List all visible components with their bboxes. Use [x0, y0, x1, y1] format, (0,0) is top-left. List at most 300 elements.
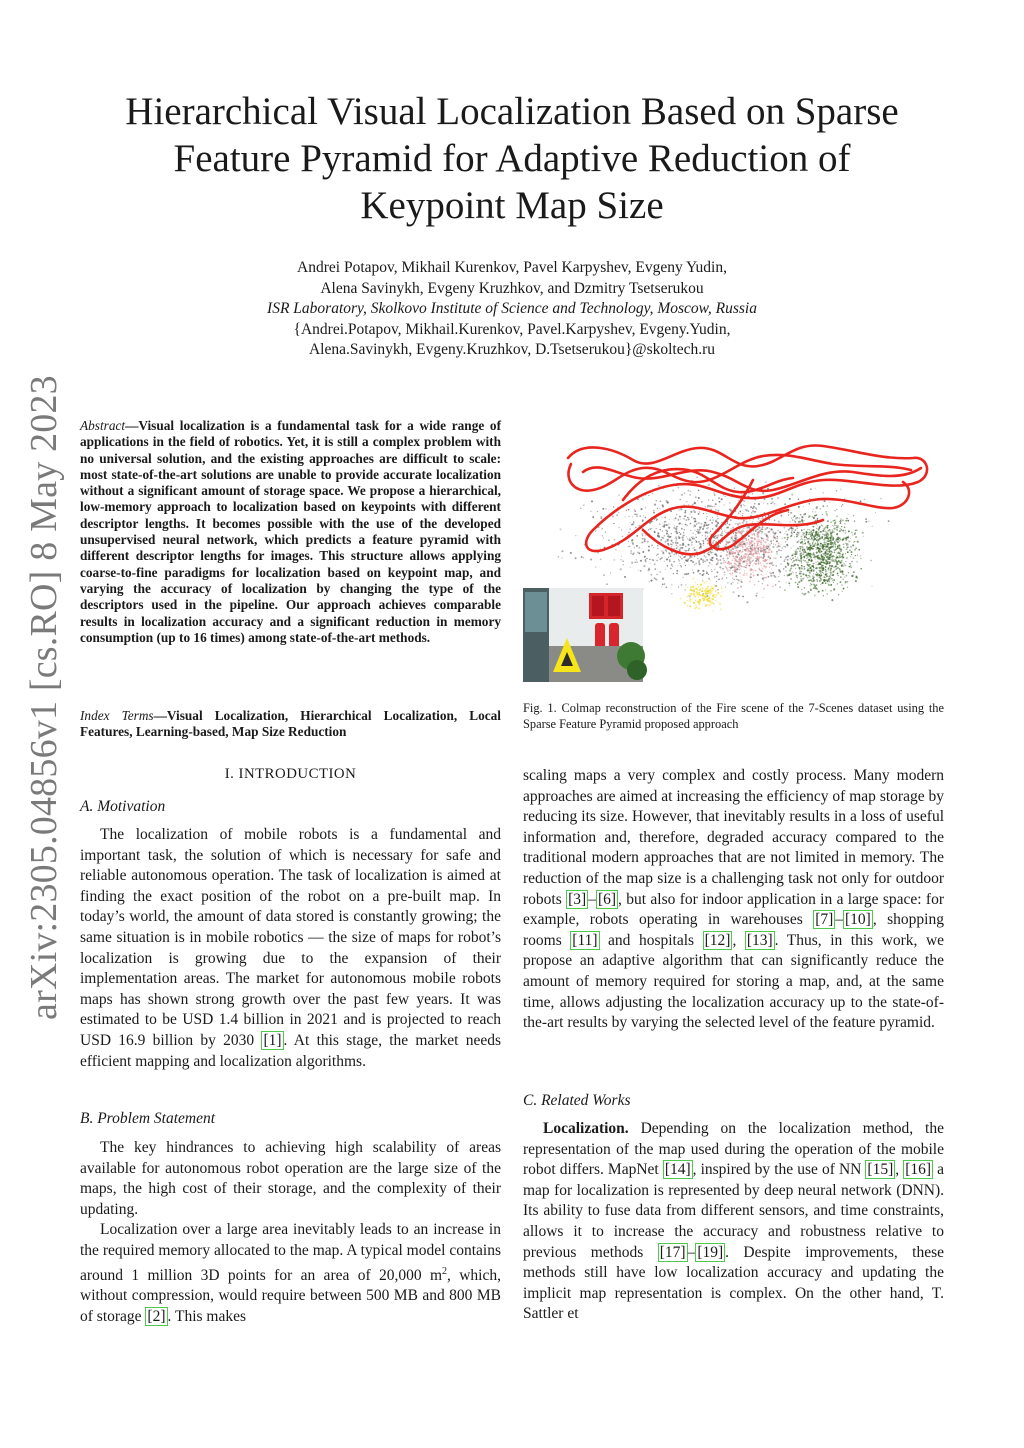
figure-caption: Fig. 1. Colmap reconstruction of the Fire scene of the 7-Scenes dataset using the Sparse Feature Pyramid proposed approach: [523, 701, 944, 731]
cloud-point: [696, 531, 697, 532]
cloud-point: [813, 544, 814, 545]
cloud-point: [795, 582, 797, 584]
emails-line-1: {Andrei.Potapov, Mikhail.Kurenkov, Pavel.Karpyshev, Evgeny.Yudin,: [293, 320, 731, 338]
cloud-point: [744, 558, 745, 559]
cloud-point: [839, 553, 841, 555]
cloud-point: [804, 560, 805, 561]
cloud-point: [704, 561, 705, 562]
cloud-point: [721, 578, 723, 580]
cloud-point: [648, 549, 650, 551]
cloud-point: [776, 551, 778, 553]
problem-paragraph-1: The key hindrances to achieving high scalability of areas available for autonomous robot operation are the large size of the maps, the high cost of their storage, and the complexity of their updating.: [80, 1139, 501, 1218]
cloud-point: [788, 582, 790, 584]
cloud-point: [801, 529, 802, 530]
cloud-point: [688, 548, 690, 550]
cloud-point: [816, 549, 817, 550]
cloud-point: [813, 554, 815, 556]
cloud-point: [831, 566, 833, 568]
cloud-point: [785, 556, 787, 558]
citation-link[interactable]: [19]: [697, 1243, 724, 1261]
cloud-point: [730, 583, 732, 585]
subsection-title-motivation: A. Motivation: [80, 798, 166, 815]
cloud-point: [710, 600, 711, 601]
cloud-point: [686, 536, 687, 537]
cloud-point: [868, 521, 869, 522]
cloud-point: [787, 564, 789, 566]
cloud-point: [695, 582, 696, 583]
cloud-point: [680, 533, 682, 535]
cloud-point: [780, 556, 782, 558]
cloud-point: [719, 566, 721, 568]
cloud-point: [727, 523, 728, 524]
cloud-point: [842, 519, 844, 521]
cloud-point: [710, 580, 711, 581]
cloud-point: [696, 476, 698, 478]
cloud-point: [833, 526, 834, 527]
cloud-point: [600, 548, 601, 549]
cloud-point: [640, 508, 642, 510]
cloud-point: [769, 560, 770, 561]
cloud-point: [819, 541, 820, 542]
cloud-point: [602, 508, 604, 510]
cloud-point: [636, 514, 637, 515]
cloud-point: [667, 502, 669, 504]
cloud-point: [726, 527, 727, 528]
cloud-point: [831, 599, 833, 601]
citation-link[interactable]: [7]: [815, 911, 834, 929]
cloud-point: [738, 579, 740, 581]
cloud-point: [739, 573, 740, 574]
cloud-point: [765, 541, 767, 543]
cloud-point: [770, 575, 772, 577]
cloud-point: [794, 515, 796, 517]
cloud-point: [659, 524, 660, 525]
cloud-point: [791, 530, 793, 532]
cloud-point: [797, 586, 799, 588]
cloud-point: [765, 516, 766, 517]
cloud-point: [645, 561, 646, 562]
cloud-point: [710, 520, 711, 521]
cloud-point: [776, 553, 777, 554]
intro-text: , but also for indoor application in a large space: for example, robots operating in warehouses: [523, 890, 944, 929]
abstract-lead: Abstract: [80, 418, 126, 433]
cloud-point: [813, 548, 814, 549]
cloud-point: [810, 553, 811, 554]
cloud-point: [836, 529, 838, 531]
cloud-point: [832, 580, 834, 582]
subsection-title-related-works: C. Related Works: [523, 1092, 631, 1109]
cloud-point: [759, 546, 761, 548]
cloud-point: [782, 547, 784, 549]
cloud-point: [795, 554, 796, 555]
cloud-point: [762, 575, 763, 576]
cloud-point: [689, 538, 690, 539]
intro-text: . Thus, in this work, we propose an adaptive algorithm that can significantly reduce the amount of memory required for storing a map, and, at the same time, allows adjusting the localization accuracy up to the state-of-the-art results by varying the selected level of the feature pyramid.: [523, 931, 945, 1032]
cloud-point: [841, 560, 842, 561]
cloud-point: [656, 555, 657, 556]
cloud-point: [822, 570, 823, 571]
cloud-point: [739, 511, 741, 513]
cloud-point: [583, 557, 584, 558]
cloud-point: [676, 547, 678, 549]
cloud-point: [656, 520, 657, 521]
cloud-point: [816, 572, 817, 573]
cloud-point: [857, 555, 858, 556]
cloud-point: [742, 545, 744, 547]
cloud-point: [841, 506, 842, 507]
cloud-point: [645, 534, 646, 535]
cloud-point: [700, 588, 701, 589]
cloud-point: [739, 543, 740, 544]
cloud-point: [768, 576, 770, 578]
citation-link[interactable]: [15]: [867, 1161, 894, 1179]
cloud-point: [816, 531, 817, 532]
cloud-point: [615, 549, 617, 551]
cloud-point: [795, 550, 797, 552]
cloud-point: [817, 558, 819, 560]
cloud-point: [654, 577, 656, 579]
cloud-point: [656, 500, 657, 501]
abstract-body: —Visual localization is a fundamental task for a wide range of applications in the field of robotics. Yet, it is still a complex problem with no universal solution, and the existing approaches are difficult to scale: most state-of-the-art solutions are unable to provide accurate localization without a significant amount of storage space. We propose a hierarchical, low-memory approach to localization based on keypoints with different descriptor lengths. It becomes possible with the use of the developed unsupervised neural network, which predicts a feature pyramid with different descriptor lengths for images. This structure allows applying coarse-to-fine paradigms for localization based on keypoint map, and varying the accuracy of localization by changing the type of the descriptors used in the pipeline. Our approach achieves comparable results in localization accuracy and a significant reduction in memory consumption (up to 16 times) among state-of-the-art methods.: [80, 418, 501, 645]
cloud-point: [712, 517, 713, 518]
cloud-point: [737, 544, 739, 546]
cloud-point: [668, 552, 670, 554]
index-terms: [80, 708, 501, 741]
cloud-point: [792, 557, 794, 559]
cloud-point: [786, 534, 788, 536]
cloud-point: [751, 554, 752, 555]
cloud-point: [825, 573, 827, 575]
cloud-point: [795, 564, 796, 565]
cloud-point: [768, 547, 769, 548]
cloud-point: [718, 497, 720, 499]
cloud-point: [816, 556, 818, 558]
cloud-point: [846, 518, 848, 520]
emails-line-2: Alena.Savinykh, Evgeny.Kruzhkov, D.Tsetserukou}@skoltech.ru: [308, 341, 716, 358]
citation-link[interactable]: [16]: [905, 1161, 932, 1179]
cloud-point: [812, 511, 814, 513]
cloud-point: [760, 574, 762, 576]
cloud-point: [763, 565, 765, 567]
citation-link[interactable]: [12]: [704, 931, 731, 949]
cloud-point: [713, 588, 715, 590]
cloud-point: [651, 528, 653, 530]
cloud-point: [697, 529, 698, 530]
cloud-point: [731, 552, 732, 553]
cloud-point: [795, 572, 796, 573]
cloud-point: [752, 510, 754, 512]
cloud-point: [603, 574, 605, 576]
cloud-point: [650, 580, 652, 582]
cloud-point: [685, 524, 687, 526]
cloud-point: [773, 544, 774, 545]
cloud-point: [676, 570, 678, 572]
cloud-point: [629, 545, 631, 547]
cloud-point: [750, 546, 752, 548]
citation-link[interactable]: [2]: [147, 1307, 166, 1325]
cloud-point: [709, 562, 711, 564]
cloud-point: [832, 525, 833, 526]
cloud-point: [853, 557, 855, 559]
cloud-point: [800, 542, 802, 544]
title-line-2: Feature Pyramid for Adaptive Reduction of: [173, 137, 851, 180]
cloud-point: [761, 531, 763, 533]
cloud-point: [742, 549, 744, 551]
cloud-point: [716, 558, 718, 560]
cloud-point: [667, 565, 669, 567]
cloud-point: [740, 555, 742, 557]
citation-link[interactable]: [3]: [568, 890, 587, 908]
cloud-point: [690, 556, 691, 557]
cloud-point: [813, 570, 815, 572]
cloud-point: [820, 573, 822, 575]
cloud-point: [845, 530, 846, 531]
cloud-point: [830, 535, 832, 537]
cloud-point: [753, 543, 754, 544]
cloud-point: [636, 535, 638, 537]
cloud-point: [675, 542, 677, 544]
cloud-point: [700, 523, 702, 525]
cloud-point: [706, 524, 708, 526]
cloud-point: [694, 503, 696, 505]
cloud-point: [634, 561, 636, 563]
cloud-point: [801, 516, 803, 518]
cloud-point: [679, 556, 681, 558]
cloud-point: [684, 529, 685, 530]
cloud-point: [715, 520, 717, 522]
cloud-point: [770, 562, 772, 564]
cloud-point: [757, 574, 759, 576]
citation-link[interactable]: [13]: [746, 931, 773, 949]
cloud-point: [742, 528, 743, 529]
cloud-point: [834, 570, 836, 572]
cloud-point: [834, 510, 835, 511]
cloud-point: [758, 518, 760, 520]
cloud-point: [703, 513, 704, 514]
citation-link[interactable]: [6]: [597, 890, 617, 908]
dash: –: [835, 911, 844, 929]
cloud-point: [706, 516, 707, 517]
cloud-point: [691, 593, 693, 595]
citation-link[interactable]: [10]: [845, 911, 871, 929]
cloud-point: [666, 558, 668, 560]
cloud-point: [827, 562, 828, 563]
cloud-point: [826, 576, 828, 578]
citation-link[interactable]: [14]: [664, 1161, 691, 1179]
cloud-point: [694, 607, 696, 609]
cloud-point: [870, 560, 871, 561]
cloud-point: [842, 591, 843, 592]
cloud-point: [772, 546, 774, 548]
cloud-point: [769, 566, 770, 567]
cloud-point: [715, 590, 717, 592]
cloud-point: [713, 492, 715, 494]
cloud-point: [753, 574, 755, 576]
cloud-point: [798, 521, 800, 523]
cloud-point: [795, 529, 797, 531]
cloud-point: [638, 547, 640, 549]
cloud-point: [837, 552, 839, 554]
cloud-point: [837, 567, 838, 568]
cloud-point: [706, 518, 707, 519]
cloud-point: [855, 580, 857, 582]
cloud-point: [824, 500, 826, 502]
cloud-point: [606, 583, 608, 585]
cloud-point: [650, 563, 651, 564]
cloud-point: [661, 557, 663, 559]
cloud-point: [715, 594, 717, 596]
cloud-point: [671, 584, 672, 585]
cloud-point: [822, 582, 824, 584]
cloud-point: [791, 532, 792, 533]
cloud-point: [737, 532, 739, 534]
cloud-point: [725, 532, 727, 534]
cloud-point: [685, 565, 686, 566]
cloud-point: [706, 572, 708, 574]
cloud-point: [726, 577, 727, 578]
cloud-point: [844, 577, 845, 578]
cloud-point: [699, 586, 700, 587]
cloud-point: [711, 506, 712, 507]
cloud-point: [644, 538, 646, 540]
cloud-point: [820, 531, 822, 533]
cloud-point: [693, 586, 694, 587]
cloud-point: [678, 520, 680, 522]
cloud-point: [720, 568, 721, 569]
cloud-point: [749, 542, 751, 544]
cloud-point: [745, 567, 747, 569]
cloud-point: [843, 544, 844, 545]
cloud-point: [682, 536, 684, 538]
cloud-point: [800, 578, 802, 580]
cloud-point: [700, 532, 701, 533]
cloud-point: [666, 551, 667, 552]
cloud-point: [720, 555, 722, 557]
cloud-point: [822, 590, 824, 592]
cloud-point: [729, 524, 731, 526]
cloud-point: [694, 549, 696, 551]
cloud-point: [825, 579, 826, 580]
cloud-point: [628, 541, 629, 542]
cloud-point: [829, 569, 831, 571]
cloud-point: [807, 577, 809, 579]
cloud-point: [716, 537, 718, 539]
cloud-point: [785, 531, 786, 532]
cloud-point: [767, 552, 769, 554]
cloud-point: [741, 550, 742, 551]
cloud-point: [710, 552, 712, 554]
cloud-point: [694, 598, 695, 599]
cloud-point: [693, 590, 695, 592]
citation-link[interactable]: [11]: [572, 931, 598, 949]
cloud-point: [695, 600, 696, 601]
cloud-point: [779, 531, 781, 533]
cloud-point: [837, 547, 839, 549]
cloud-point: [817, 576, 818, 577]
cloud-point: [838, 575, 839, 576]
cloud-point: [753, 563, 754, 564]
intro-continued-paragraph: [523, 766, 944, 1034]
cloud-point: [880, 498, 882, 500]
cloud-point: [687, 573, 689, 575]
cloud-point: [754, 503, 755, 504]
cloud-point: [712, 598, 714, 600]
cloud-point: [729, 502, 730, 503]
cloud-point: [736, 550, 737, 551]
cloud-point: [855, 576, 857, 578]
cloud-point: [834, 556, 835, 557]
cloud-point: [699, 529, 701, 531]
cloud-point: [710, 588, 712, 590]
cloud-point: [662, 531, 663, 532]
cloud-point: [691, 589, 693, 591]
motivation-text: The localization of mobile robots is a fundamental and important task, the solution of which is necessary for safe and reliable autonomous operation. The task of localization is aimed at finding the exact position of the robot on a pre-built map. In today’s world, the amount of data stored is constantly growing; the same situation is in mobile robotics — the size of maps for robot’s localization is growing due to the expansion of their implementation areas. The market for autonomous mobile robots maps has shown strong growth over the past few years. It was estimated to be USD 1.4 billion in 2021 and is projected to reach USD 16.9 billion by 2030: [80, 826, 501, 1049]
cloud-point: [828, 576, 829, 577]
cloud-point: [708, 578, 709, 579]
cloud-point: [766, 566, 767, 567]
cloud-point: [810, 564, 811, 565]
cloud-point: [836, 490, 838, 492]
cloud-point: [754, 539, 755, 540]
cloud-point: [746, 553, 747, 554]
cloud-point: [739, 565, 741, 567]
cloud-point: [762, 567, 763, 568]
cloud-point: [687, 595, 689, 597]
cloud-point: [829, 529, 830, 530]
figure-colmap-reconstruction: [523, 420, 944, 682]
cloud-point: [853, 571, 855, 573]
cloud-point: [679, 544, 681, 546]
cloud-point: [681, 523, 682, 524]
cloud-point: [837, 541, 839, 543]
cloud-point: [721, 522, 722, 523]
cloud-point: [789, 585, 790, 586]
cloud-point: [851, 567, 852, 568]
cloud-point: [706, 531, 708, 533]
cloud-point: [793, 565, 794, 566]
cloud-point: [833, 582, 834, 583]
cloud-point: [746, 521, 748, 523]
cloud-point: [667, 543, 669, 545]
cloud-point: [714, 569, 715, 570]
dash: –: [588, 890, 596, 908]
cloud-point: [664, 521, 666, 523]
cloud-point: [740, 568, 741, 569]
cloud-point: [846, 537, 848, 539]
citation-link[interactable]: [1]: [263, 1031, 282, 1049]
motivation-text-end: . At this stage, the market needs efficient mapping and localization algorithms.: [80, 1031, 501, 1070]
cloud-point: [747, 530, 749, 532]
cloud-point: [726, 567, 727, 568]
cloud-point: [829, 566, 830, 567]
cloud-point: [847, 587, 848, 588]
cloud-point: [706, 559, 708, 561]
cloud-point: [854, 549, 856, 551]
cloud-point: [692, 577, 694, 579]
cloud-point: [818, 591, 820, 593]
cloud-point: [722, 577, 723, 578]
cloud-point: [761, 552, 762, 553]
cloud-point: [818, 576, 820, 578]
cloud-point: [724, 496, 725, 497]
cloud-point: [850, 546, 852, 548]
problem-paragraph-2: [80, 1220, 501, 1327]
cloud-point: [724, 571, 726, 573]
citation-link[interactable]: [17]: [659, 1243, 686, 1261]
cloud-point: [662, 578, 664, 580]
cloud-point: [796, 536, 798, 538]
cloud-point: [675, 517, 677, 519]
